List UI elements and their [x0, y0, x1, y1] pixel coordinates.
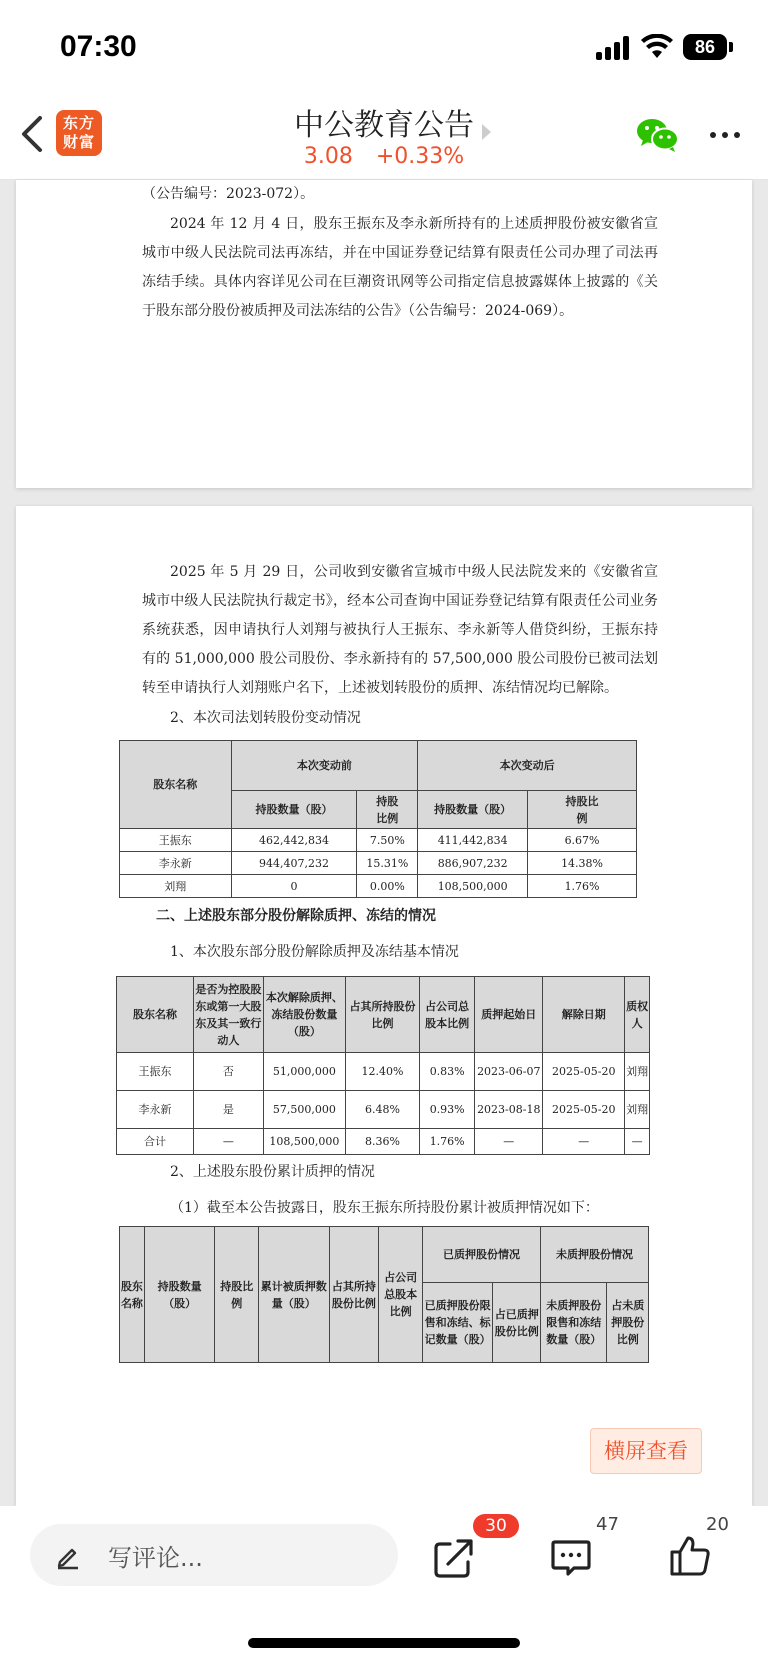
- table-row: 王振东 否 51,000,000 12.40% 0.83% 2023-06-07 2025-05-20 刘翔: [117, 1053, 650, 1091]
- table-header: 股东名称: [120, 741, 232, 829]
- table-header: 累计被质押数量（股）: [258, 1227, 329, 1363]
- share-change-table: [119, 740, 637, 898]
- table-row: 王振东 462,442,834 7.50% 411,442,834 6.67%: [120, 829, 637, 852]
- table-header: 持股比例: [215, 1227, 259, 1363]
- table-header: 持股数量（股）: [231, 791, 357, 829]
- eastmoney-logo[interactable]: 东方 财富: [56, 110, 102, 156]
- table-header: 已质押股份情况: [422, 1227, 540, 1283]
- cumulative-pledge-table: [119, 1226, 649, 1363]
- comment-count: 47: [596, 1514, 619, 1535]
- page-title[interactable]: 中公教育公告: [294, 108, 474, 143]
- share-count-badge: 30: [473, 1514, 519, 1538]
- battery-icon: 86: [683, 34, 727, 60]
- table-header: 持股数量（股）: [144, 1227, 215, 1363]
- thumbs-up-icon[interactable]: [668, 1534, 712, 1578]
- like-count: 20: [706, 1514, 729, 1535]
- table-header: 持股比例: [528, 791, 637, 829]
- table-header: 占未质押股份比例: [607, 1283, 649, 1363]
- table-header: 未质押股份限售和冻结数量（股）: [541, 1283, 607, 1363]
- doc-heading: 2、上述股东股份累计质押的情况: [170, 1164, 375, 1180]
- doc-heading: 二、上述股东部分股份解除质押、冻结的情况: [156, 908, 436, 924]
- document-page-1: [16, 180, 752, 488]
- pledge-release-table: [116, 976, 650, 1155]
- doc-paragraph: （1）截至本公告披露日，股东王振东所持股份累计被质押情况如下：: [170, 1200, 599, 1216]
- comment-placeholder: 写评论...: [108, 1544, 203, 1572]
- table-header: 质权人: [625, 977, 650, 1053]
- table-header: 本次解除质押、冻结股份数量（股）: [263, 977, 345, 1053]
- table-header: 本次变动前: [231, 741, 418, 791]
- bottom-bar: [0, 1506, 768, 1663]
- pen-icon: [54, 1542, 82, 1570]
- home-indicator[interactable]: [248, 1638, 520, 1648]
- stock-change: +0.33%: [375, 144, 465, 169]
- table-header: 质押起始日: [475, 977, 543, 1053]
- doc-heading: 2、本次司法划转股份变动情况: [170, 710, 361, 726]
- status-time: 07:30: [60, 30, 137, 63]
- table-header: 持股比例: [357, 791, 418, 829]
- table-header: 占公司总股本比例: [419, 977, 474, 1053]
- doc-line: （公告编号：2023-072）。: [142, 186, 315, 202]
- app-header: [0, 96, 768, 180]
- wifi-icon: [641, 34, 673, 60]
- table-header: 占其所持股份比例: [346, 977, 420, 1053]
- table-row: 李永新 是 57,500,000 6.48% 0.93% 2023-08-18 2025-05-20 刘翔: [117, 1091, 650, 1129]
- doc-paragraph: 2024 年 12 月 4 日，股东王振东及李永新所持有的上述质押股份被安徽省宣城市中级人民法院司法再冻结，并在中国证券登记结算有限责任公司办理了司法再冻结手续。具体内容详见公司在巨潮资讯网等公司指定信息披露媒体上披露的《关于股东部分股份被质押及司法冻结的公告》（公告编号：2024-069）。: [142, 216, 658, 319]
- table-row: 李永新 944,407,232 15.31% 886,907,232 14.38%: [120, 852, 637, 875]
- table-header: 本次变动后: [418, 741, 637, 791]
- table-header: 股东名称: [117, 977, 194, 1053]
- status-bar: [0, 0, 768, 96]
- table-header: 占已质押股份比例: [493, 1283, 541, 1363]
- more-icon[interactable]: [708, 132, 742, 140]
- landscape-view-button[interactable]: 横屏查看: [590, 1428, 702, 1474]
- table-row: 合计 — 108,500,000 8.36% 1.76% — — —: [117, 1129, 650, 1155]
- table-header: 占公司总股本比例: [379, 1227, 423, 1363]
- doc-paragraph: 2025 年 5 月 29 日，公司收到安徽省宣城市中级人民法院发来的《安徽省宣城市中级人民法院执行裁定书》，经本公司查询中国证券登记结算有限责任公司业务系统获悉，因申请执行人刘翔与被执行人王振东、李永新等人借贷纠纷，王振东持有的 51,000,000 股公司股份、李永新持有的 57,500,000 股公司股份已被司法划转至申请执行人刘翔账户名下，上述被划转股份的质押、冻结情况均已解除。: [142, 564, 658, 696]
- document-page-2: [16, 506, 752, 1506]
- title-arrow-icon[interactable]: [482, 124, 491, 140]
- table-header: 股东名称: [120, 1227, 145, 1363]
- doc-heading: 1、本次股东部分股份解除质押及冻结基本情况: [170, 944, 459, 960]
- table-header: 占其所持股份比例: [329, 1227, 379, 1363]
- battery-tip: [729, 42, 733, 52]
- wechat-icon[interactable]: [636, 116, 680, 154]
- table-header: 是否为控股股东或第一大股东及其一致行动人: [194, 977, 264, 1053]
- comment-icon[interactable]: [550, 1536, 592, 1578]
- comment-input[interactable]: [30, 1524, 398, 1586]
- stock-price: 3.08: [303, 144, 353, 169]
- share-icon[interactable]: [432, 1536, 476, 1580]
- table-header: 已质押股份限售和冻结、标记数量（股）: [422, 1283, 493, 1363]
- table-row: 刘翔 0 0.00% 108,500,000 1.76%: [120, 875, 637, 898]
- table-header: 解除日期: [543, 977, 625, 1053]
- table-header: 未质押股份情况: [541, 1227, 649, 1283]
- table-header: 持股数量（股）: [418, 791, 528, 829]
- cellular-signal-icon: [596, 36, 630, 60]
